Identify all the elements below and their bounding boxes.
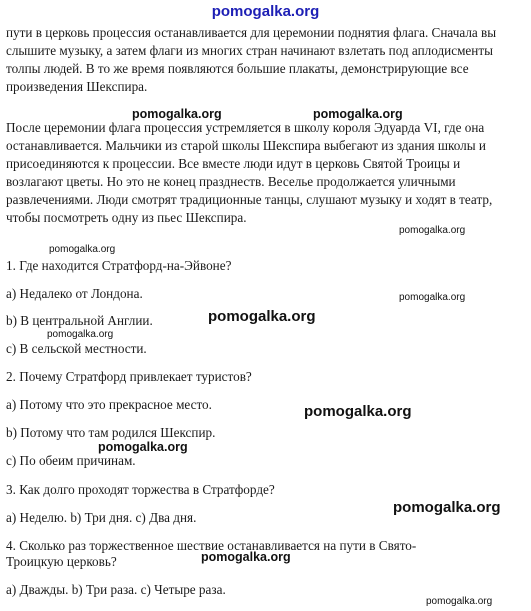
question-3: 3. Как долго проходят торжества в Стратфорде?: [6, 482, 275, 497]
answer-3: a) Неделю. b) Три дня. c) Два дня.: [6, 510, 197, 525]
watermark: pomogalka.org: [49, 244, 116, 255]
answer-2a: a) Потому что это прекрасное место.: [6, 397, 212, 412]
answer-1a: a) Недалеко от Лондона.: [6, 286, 143, 301]
watermark: pomogalka.org: [304, 403, 412, 420]
answer-4: a) Дважды. b) Три раза. c) Четыре раза.: [6, 582, 226, 597]
watermark: pomogalka.org: [98, 440, 188, 454]
watermark: pomogalka.org: [399, 292, 466, 303]
answer-1c: c) В сельской местности.: [6, 341, 147, 356]
answer-2b: b) Потому что там родился Шекспир.: [6, 425, 216, 440]
watermark: pomogalka.org: [201, 550, 291, 564]
site-header: pomogalka.org: [211, 3, 320, 20]
paragraph-1: пути в церковь процессия останавливается для церемонии поднятия флага. Сначала вы слышите музыку, а затем флаги из многих стран начинают взлетать под аплодисменты толпы людей. В то же время появляются большие плакаты, демонстрирующие все произведения Шекспира.: [6, 25, 497, 94]
watermark: pomogalka.org: [393, 499, 501, 516]
watermark: pomogalka.org: [399, 225, 466, 236]
answer-2c: c) По обеим причинам.: [6, 453, 136, 468]
question-1: 1. Где находится Стратфорд-на-Эйвоне?: [6, 258, 232, 273]
watermark: pomogalka.org: [132, 107, 222, 121]
answer-1b: b) В центральной Англии.: [6, 313, 153, 328]
paragraph-2: После церемонии флага процессия устремляется в школу короля Эдуарда VI, где она останавливается. Мальчики из старой школы Шекспира выбегают из здания школы и присоединяются к процессии. Все вместе люди идут в церковь Святой Троицы и возлагают цветы. Но это не конец празднеств. Веселье продолжается уличными развлечениями. Люди смотрят традиционные танцы, слушают музыку и ходят в театр, чтобы посмотреть одну из пьес Шекспира.: [6, 120, 493, 225]
watermark: pomogalka.org: [313, 107, 403, 121]
question-4-line-2: Троицкую церковь?: [6, 554, 117, 569]
question-4-line-1: 4. Сколько раз торжественное шествие останавливается на пути в Свято-: [6, 538, 417, 553]
watermark: pomogalka.org: [47, 329, 114, 340]
watermark: pomogalka.org: [208, 308, 316, 325]
question-2: 2. Почему Стратфорд привлекает туристов?: [6, 369, 252, 384]
watermark: pomogalka.org: [426, 596, 493, 607]
